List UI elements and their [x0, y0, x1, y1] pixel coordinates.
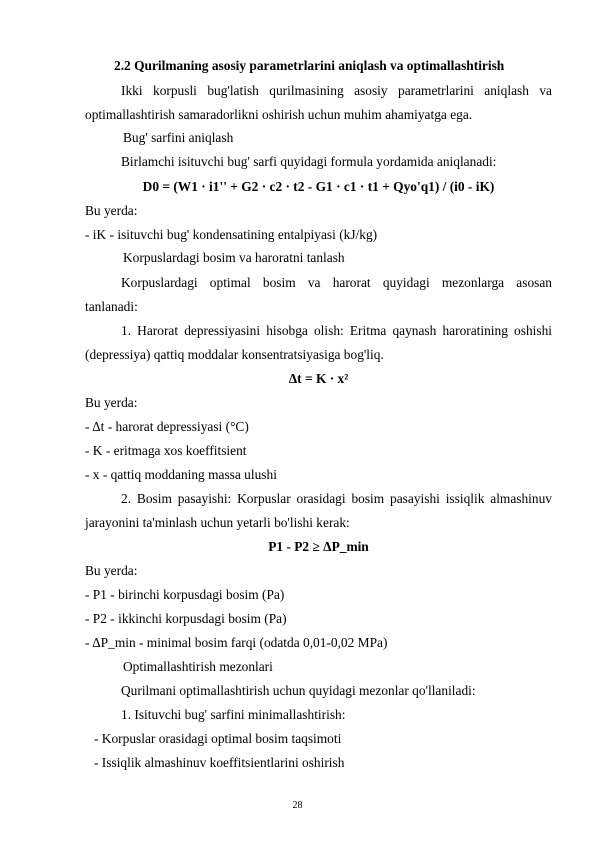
- point-1-line-2: (depressiya) qattiq moddalar konsentratsiyasiga bog'liq.: [85, 347, 384, 362]
- steam-consumption-formula: D0 = (W1 · i1'' + G2 · c2 · t2 - G1 · c1 · t1 + Qyo'q1) / (i0 - iK): [142, 179, 495, 194]
- section-2-title: Korpuslardagi bosim va haroratni tanlash: [123, 250, 345, 265]
- section-1-title: Bug' sarfini aniqlash: [123, 130, 234, 145]
- section-3-point-1: 1. Isituvchi bug' sarfini minimallashtirish:: [121, 707, 346, 722]
- definition-p2: - P2 - ikkinchi korpusdagi bosim (Pa): [85, 611, 287, 626]
- depression-formula: Δt = K · x²: [288, 371, 349, 386]
- section-2-text-line-1: Korpuslardagi optimal bosim va harorat quyidagi mezonlarga asosan: [121, 275, 552, 290]
- point-2-line-2: jarayonini ta'minlash uchun yetarli bo'lishi kerak:: [85, 515, 350, 530]
- definition-k: - K - eritmaga xos koeffitsient: [85, 443, 247, 458]
- section-heading: 2.2 Qurilmaning asosiy parametrlarini aniqlash va optimallashtirish: [114, 58, 505, 73]
- where-label-2: Bu yerda:: [85, 395, 138, 410]
- definition-x: - x - qattiq moddaning massa ulushi: [85, 467, 277, 482]
- subitem-pressure-distribution: - Korpuslar orasidagi optimal bosim taqsimoti: [94, 731, 342, 746]
- definition-delta-p-min: - ΔP_min - minimal bosim farqi (odatda 0,01-0,02 MPa): [85, 635, 388, 650]
- intro-line-2: optimallashtirish samaradorlikni oshirish uchun muhim ahamiyatga ega.: [85, 107, 473, 122]
- point-2-line-1: 2. Bosim pasayishi: Korpuslar orasidagi bosim pasayishi issiqlik almashinuv: [121, 491, 552, 506]
- where-label-3: Bu yerda:: [85, 563, 138, 578]
- pressure-formula: P1 - P2 ≥ ΔP_min: [268, 539, 369, 554]
- section-3-title: Optimallashtirish mezonlari: [123, 659, 273, 674]
- section-2-text-line-2: tanlanadi:: [85, 299, 138, 314]
- section-1-text: Birlamchi isituvchi bug' sarfi quyidagi formula yordamida aniqlanadi:: [121, 154, 497, 169]
- point-1-line-1: 1. Harorat depressiyasini hisobga olish: Eritma qaynash haroratining oshishi: [121, 323, 552, 338]
- subitem-heat-transfer: - Issiqlik almashinuv koeffitsientlarini oshirish: [94, 755, 345, 770]
- definition-ik: - iK - isituvchi bug' kondensatining entalpiyasi (kJ/kg): [85, 227, 378, 242]
- definition-p1: - P1 - birinchi korpusdagi bosim (Pa): [85, 587, 285, 602]
- page-number: 28: [292, 800, 303, 811]
- intro-line-1: Ikki korpusli bug'latish qurilmasining asosiy parametrlarini aniqlash va: [121, 83, 552, 98]
- definition-delta-t: - Δt - harorat depressiyasi (°C): [85, 419, 249, 434]
- where-label-1: Bu yerda:: [85, 203, 138, 218]
- section-3-text: Qurilmani optimallashtirish uchun quyidagi mezonlar qo'llaniladi:: [121, 683, 476, 698]
